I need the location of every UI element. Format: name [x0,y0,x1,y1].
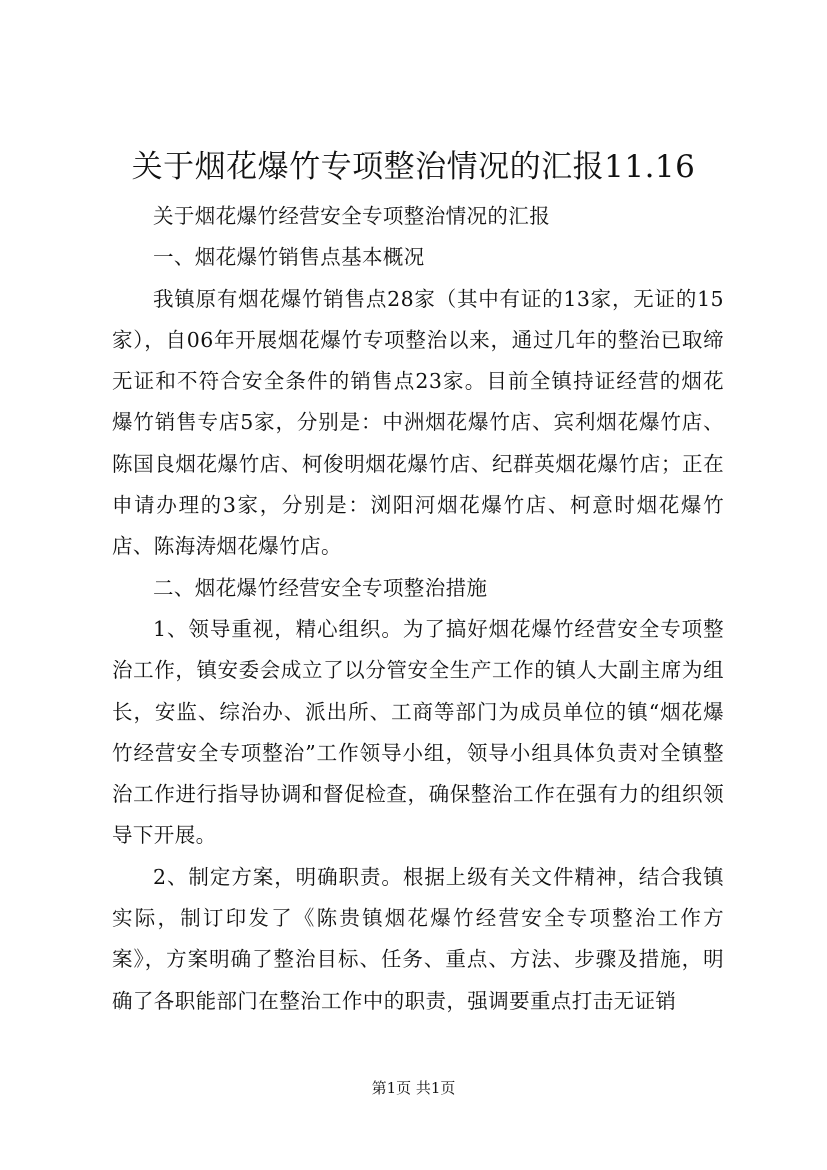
body-paragraph-3: 2、制定方案，明确职责。根据上级有关文件精神，结合我镇实际，制订印发了《陈贵镇烟花爆竹经营安全专项整治工作方案》，方案明确了整治目标、任务、重点、方法、步骤及措施，明确了各职能部门在整治工作中的职责，强调要重点打击无证销 [112,864,724,1013]
page-footer: 第1页 共1页 [371,1079,456,1097]
section-heading-1: 一、烟花爆竹销售点基本概况 [153,245,425,270]
body-paragraph-1: 我镇原有烟花爆竹销售点28家（其中有证的13家，无证的15家），自06年开展烟花爆竹专项整治以来，通过几年的整治已取缔无证和不符合安全条件的销售点23家。目前全镇持证经营的烟花爆竹销售专店5家，分别是：中洲烟花爆竹店、宾利烟花爆竹店、陈国良烟花爆竹店、柯俊明烟花爆竹店、纪群英烟花爆竹店；正在申请办理的3家，分别是：浏阳河烟花爆竹店、柯意时烟花爆竹店、陈海涛烟花爆竹店。 [112,286,724,559]
body-paragraph-2: 1、领导重视，精心组织。为了搞好烟花爆竹经营安全专项整治工作，镇安委会成立了以分管安全生产工作的镇人大副主席为组长，安监、综治办、派出所、工商等部门为成员单位的镇“烟花爆竹经营安全专项整治”工作领导小组，领导小组具体负责对全镇整治工作进行指导协调和督促检查，确保整治工作在强有力的组织领导下开展。 [112,616,724,848]
subtitle-paragraph: 关于烟花爆竹经营安全专项整治情况的汇报 [153,204,551,228]
section-heading-2: 二、烟花爆竹经营安全专项整治措施 [153,575,488,600]
document-title: 关于烟花爆竹专项整治情况的汇报11.16 [131,149,696,185]
document-body [112,196,724,1022]
